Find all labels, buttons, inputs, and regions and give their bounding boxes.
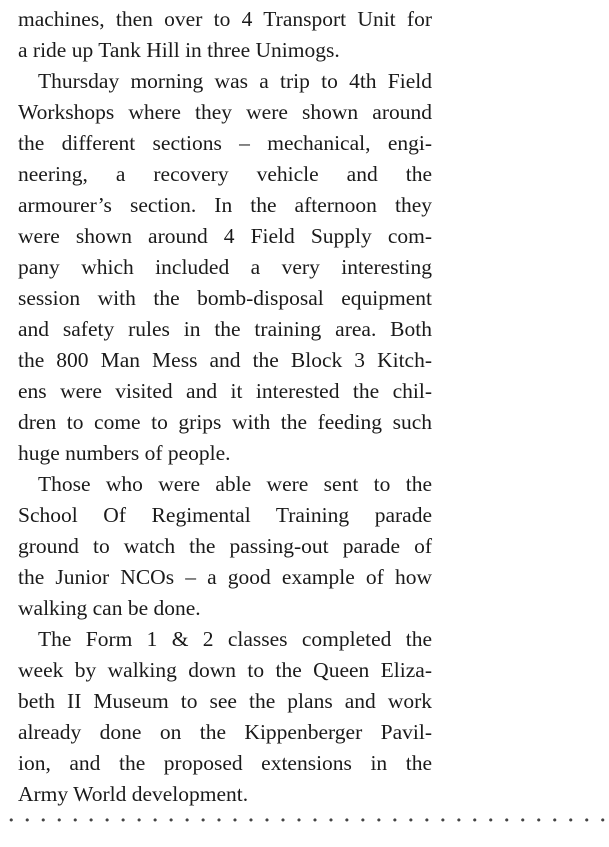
text-line: ground to watch the passing-out parade of [18, 534, 432, 558]
article-text-column [18, 4, 432, 810]
text-line: Workshops where they were shown around [18, 100, 432, 124]
text-line: the 800 Man Mess and the Block 3 Kitch- [18, 348, 432, 372]
text-line: the different sections – mechanical, engi- [18, 131, 432, 155]
text-line: neering, a recovery vehicle and the [18, 162, 432, 186]
text-line: ens were visited and it interested the chil- [18, 379, 432, 403]
text-line: and safety rules in the training area. Both [18, 317, 432, 341]
text-line: a ride up Tank Hill in three Unimogs. [18, 38, 340, 62]
dotted-divider-rule: • • • • • • • • • • • • • • • • • • • • • • • • • • • • • • • • • • • • • • [8, 814, 609, 827]
text-line: walking can be done. [18, 596, 201, 620]
text-line: Thursday morning was a trip to 4th Field [38, 69, 432, 93]
text-line: The Form 1 & 2 classes completed the [38, 627, 432, 651]
text-line: were shown around 4 Field Supply com- [18, 224, 432, 248]
text-line: the Junior NCOs – a good example of how [18, 565, 432, 589]
text-line: huge numbers of people. [18, 441, 231, 465]
text-line: ion, and the proposed extensions in the [18, 751, 432, 775]
text-line: Army World development. [18, 782, 249, 806]
text-line: armourer’s section. In the afternoon they [18, 193, 432, 217]
text-line: week by walking down to the Queen Eliza- [18, 658, 432, 682]
text-line: already done on the Kippenberger Pavil- [18, 720, 432, 744]
text-line: machines, then over to 4 Transport Unit for [18, 7, 432, 31]
text-line: session with the bomb-disposal equipment [18, 286, 432, 310]
text-line: Those who were able were sent to the [38, 472, 432, 496]
text-line: School Of Regimental Training parade [18, 503, 432, 527]
text-line: pany which included a very interesting [18, 255, 432, 279]
text-line: dren to come to grips with the feeding such [18, 410, 432, 434]
text-line: beth II Museum to see the plans and work [18, 689, 432, 713]
